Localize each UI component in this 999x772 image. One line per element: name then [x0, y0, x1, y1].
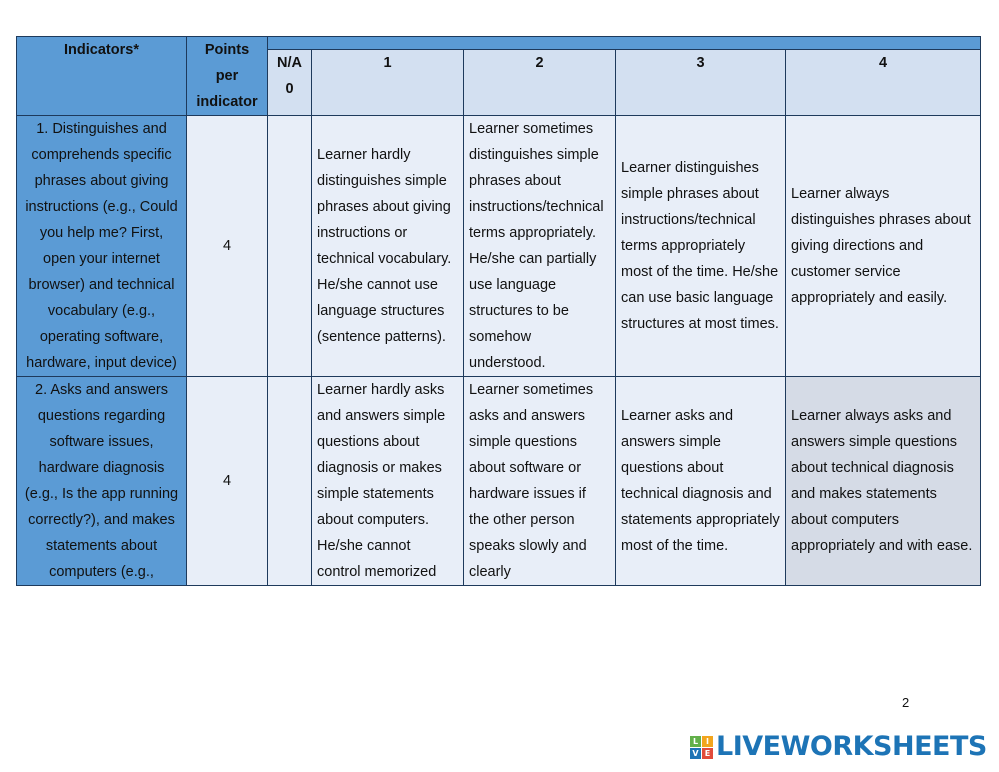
page-number: 2	[902, 695, 910, 710]
points-cell: 4	[187, 377, 268, 586]
level-1-header: 1	[312, 50, 464, 116]
brand-name: LIVEWORKSHEETS	[716, 731, 987, 762]
level-na-score: 0	[285, 81, 294, 97]
level-3-header: 3	[616, 50, 786, 116]
logo-letter-i: I	[702, 736, 713, 747]
na-cell	[268, 377, 312, 586]
level-4-header: 4	[786, 50, 981, 116]
logo-letter-l: L	[690, 736, 701, 747]
level-4-cell: Learner always distinguishes phrases about giving directions and customer service appropriately and easily.	[786, 116, 981, 377]
logo-letter-e: E	[702, 748, 713, 759]
table-row	[17, 116, 981, 377]
liveworksheets-logo-icon	[690, 736, 713, 759]
level-1-cell: Learner hardly asks and answers simple questions about diagnosis or makes simple statements about computers. He/she cannot control memorized	[312, 377, 464, 586]
na-cell	[268, 116, 312, 377]
level-3-cell: Learner asks and answers simple questions about technical diagnosis and statements appropriately most of the time.	[616, 377, 786, 586]
rubric-table	[16, 36, 981, 586]
level-3-cell: Learner distinguishes simple phrases about instructions/technical terms appropriately most of the time. He/she can use basic language structures at most times.	[616, 116, 786, 377]
points-cell: 4	[187, 116, 268, 377]
levels-header-band	[268, 37, 981, 50]
header-row	[17, 37, 981, 50]
logo-letter-v: V	[690, 748, 701, 759]
level-4-cell: Learner always asks and answers simple questions about technical diagnosis and makes statements about computers appropriately and with ease.	[786, 377, 981, 586]
indicator-cell: 1. Distinguishes and comprehends specific phrases about giving instructions (e.g., Could you help me? First, open your internet browser) and technical vocabulary (e.g., operating software, hardware, input device)	[17, 116, 187, 377]
level-2-header: 2	[464, 50, 616, 116]
level-2-cell: Learner sometimes distinguishes simple phrases about instructions/technical terms appropriately. He/she can partially use language structures to be somehow understood.	[464, 116, 616, 377]
indicator-cell: 2. Asks and answers questions regarding software issues, hardware diagnosis (e.g., Is the app running correctly?), and makes statements about computers (e.g.,	[17, 377, 187, 586]
level-2-cell: Learner sometimes asks and answers simple questions about software or hardware issues if the other person speaks slowly and clearly	[464, 377, 616, 586]
indicators-header: Indicators*	[17, 37, 187, 116]
points-header: Points per indicator	[187, 37, 268, 116]
level-na-label: N/A	[277, 55, 302, 71]
level-na-header	[268, 50, 312, 116]
level-1-cell: Learner hardly distinguishes simple phrases about giving instructions or technical vocabulary. He/she cannot use language structures (sentence patterns).	[312, 116, 464, 377]
liveworksheets-brand[interactable]	[690, 731, 987, 763]
table-row	[17, 377, 981, 586]
